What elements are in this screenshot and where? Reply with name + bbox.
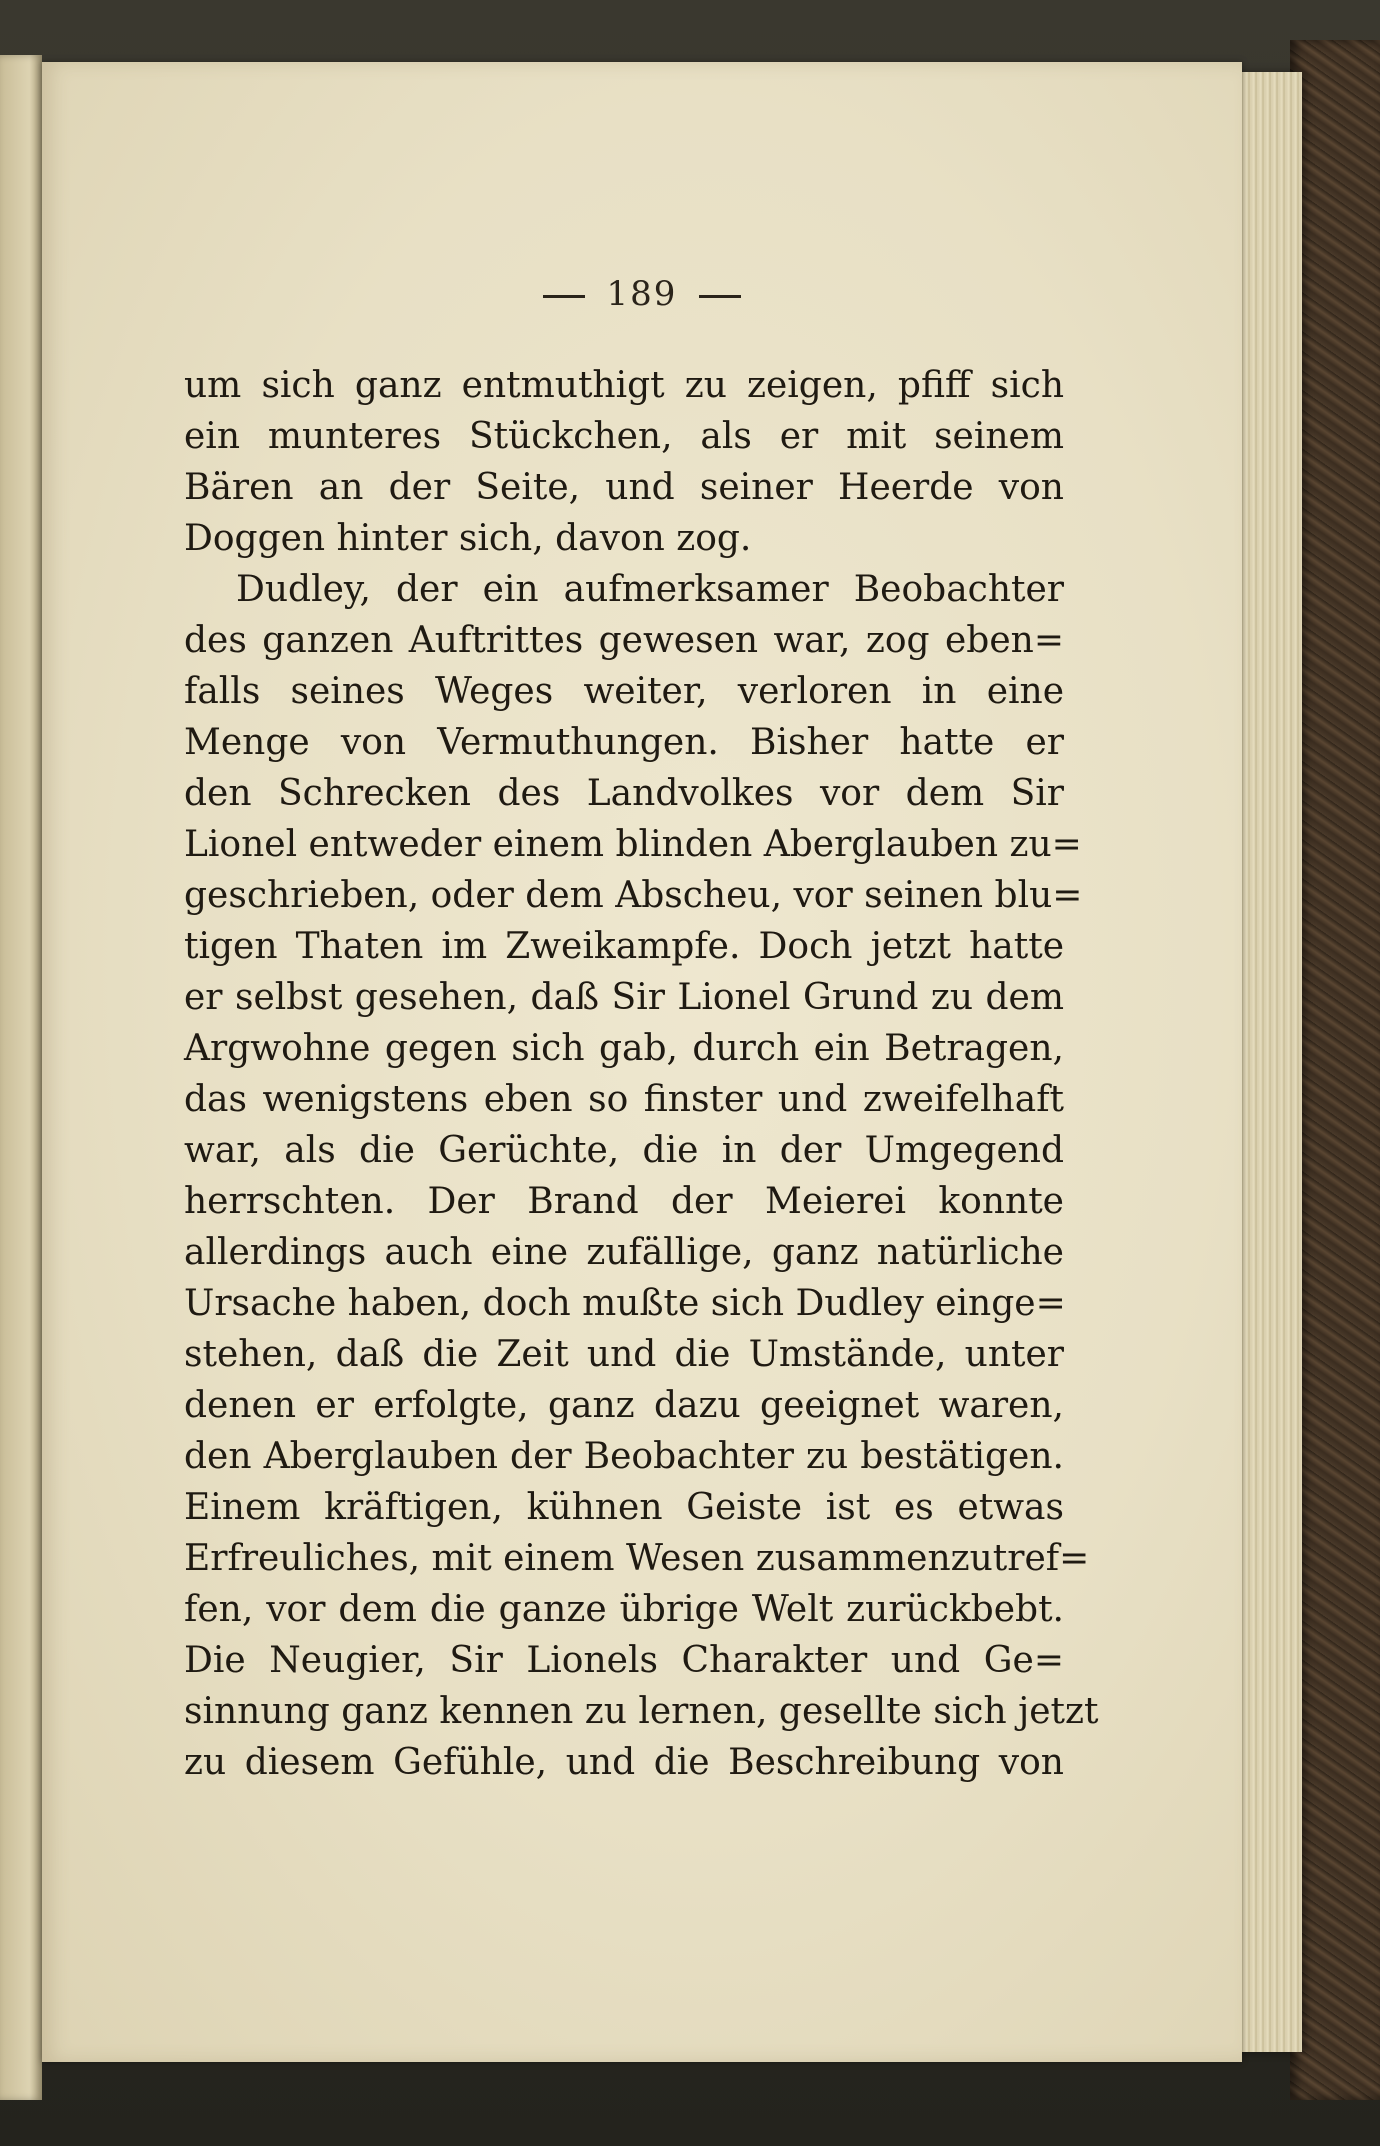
book-page xyxy=(42,62,1242,2062)
text-line: das wenigstens eben so finster und zweifelhaft xyxy=(184,1079,1064,1120)
text-line: sinnung ganz kennen zu lernen, gesellte sich jetzt xyxy=(184,1691,1099,1732)
text-line: Bären an der Seite, und seiner Heerde von xyxy=(184,467,1064,508)
text-line: den Aberglauben der Beobachter zu bestätigen. xyxy=(184,1436,1064,1477)
text-line: den Schrecken des Landvolkes vor dem Sir xyxy=(184,773,1064,814)
text-line: um sich ganz entmuthigt zu zeigen, pfiff sich xyxy=(184,365,1064,406)
text-line: Menge von Vermuthungen. Bisher hatte er xyxy=(184,722,1064,763)
dash-right xyxy=(699,295,741,298)
text-line: tigen Thaten im Zweikampfe. Doch jetzt hatte xyxy=(184,926,1064,967)
facing-page-edge xyxy=(0,55,42,2100)
text-line: denen er erfolgte, ganz dazu geeignet waren, xyxy=(184,1385,1064,1426)
text-line: falls seines Weges weiter, verloren in eine xyxy=(184,671,1064,712)
text-line: ein munteres Stückchen, als er mit seinem xyxy=(184,416,1064,457)
text-line: geschrieben, oder dem Abscheu, vor seinen blu= xyxy=(184,875,1083,916)
text-line: er selbst gesehen, daß Sir Lionel Grund zu dem xyxy=(184,977,1064,1018)
text-line: Einem kräftigen, kühnen Geiste ist es etwas xyxy=(184,1487,1064,1528)
text-line: stehen, daß die Zeit und die Umstände, unter xyxy=(184,1334,1064,1375)
text-line: Dudley, der ein aufmerksamer Beobachter xyxy=(236,569,1064,610)
text-line: zu diesem Gefühle, und die Beschreibung von xyxy=(184,1742,1064,1783)
text-line: allerdings auch eine zufällige, ganz natürliche xyxy=(184,1232,1064,1273)
text-line: fen, vor dem die ganze übrige Welt zurückbebt. xyxy=(184,1589,1064,1630)
text-line: Lionel entweder einem blinden Aberglauben zu= xyxy=(184,824,1082,865)
text-line: war, als die Gerüchte, die in der Umgegend xyxy=(184,1130,1064,1171)
text-line: Die Neugier, Sir Lionels Charakter und Ge= xyxy=(184,1640,1064,1681)
text-line: Erfreuliches, mit einem Wesen zusammenzutref= xyxy=(184,1538,1090,1579)
dash-left xyxy=(543,295,585,298)
text-line: Argwohne gegen sich gab, durch ein Betragen, xyxy=(184,1028,1064,1069)
text-line: Doggen hinter sich, davon zog. xyxy=(184,518,752,559)
body-text xyxy=(184,360,1099,1788)
text-line: des ganzen Auftrittes gewesen war, zog eben= xyxy=(184,620,1064,661)
text-line: Ursache haben, doch mußte sich Dudley einge= xyxy=(184,1283,1066,1324)
page-number-header xyxy=(42,274,1242,314)
text-line: herrschten. Der Brand der Meierei konnte xyxy=(184,1181,1064,1222)
book-cover-edge xyxy=(1290,40,1380,2100)
page-number: 189 xyxy=(606,274,678,314)
